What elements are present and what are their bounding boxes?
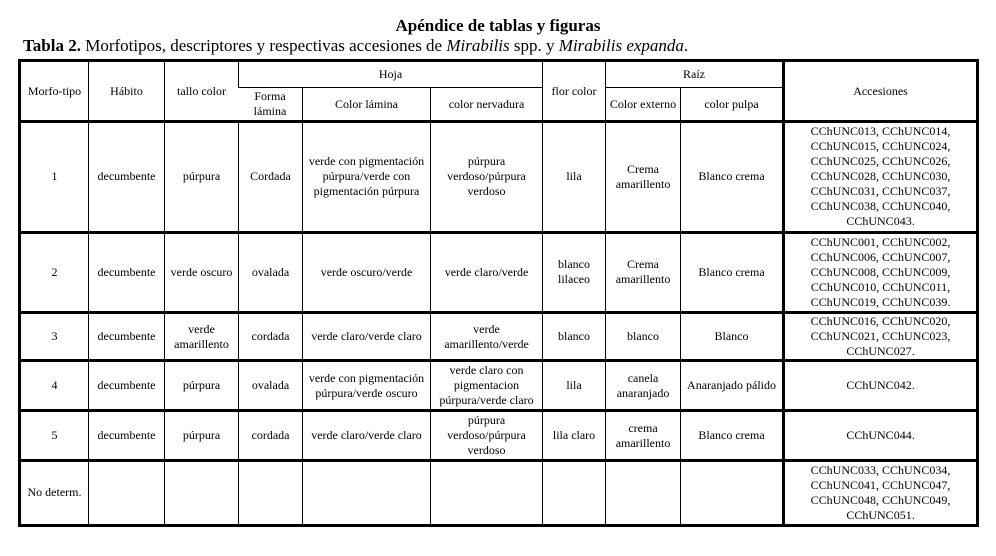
cell-tallo-color: púrpura: [164, 120, 238, 231]
cell-accesiones: CChUNC016, CChUNC020, CChUNC021, CChUNC023, CChUNC027.: [782, 311, 976, 359]
caption-text-2: spp. y: [509, 36, 559, 55]
morphotype-table: [18, 59, 979, 527]
cell-morfotipo: 2: [21, 231, 88, 311]
cell-color-lamina: verde con pigmentación púrpura/verde con pigmentación púrpura: [302, 120, 430, 231]
cell-color-pulpa: [680, 459, 782, 524]
cell-color-externo: blanco: [605, 311, 680, 359]
cell-color-lamina: verde con pigmentación púrpura/verde oscuro: [302, 359, 430, 409]
cell-color-externo: canela anaranjado: [605, 359, 680, 409]
cell-color-lamina: verde claro/verde claro: [302, 409, 430, 458]
cell-habito: [88, 459, 164, 524]
cell-color-pulpa: Anaranjado pálido: [680, 359, 782, 409]
cell-color-externo: Crema amarillento: [605, 120, 680, 231]
cell-color-nervadura: púrpura verdoso/púrpura verdoso: [430, 409, 542, 458]
header-accesiones: Accesiones: [782, 62, 976, 120]
caption-italic-1: Mirabilis: [446, 36, 510, 55]
header-color-nervadura: color nervadura: [430, 87, 542, 120]
table-row: [21, 459, 976, 524]
page-heading: Apéndice de tablas y figuras: [395, 16, 601, 35]
cell-color-lamina: verde oscuro/verde: [302, 231, 430, 311]
caption-italic-2: Mirabilis expanda: [558, 36, 684, 55]
cell-forma-lamina: ovalada: [238, 359, 302, 409]
cell-color-lamina: verde claro/verde claro: [302, 311, 430, 359]
header-color-pulpa: color pulpa: [680, 87, 782, 120]
cell-color-nervadura: [430, 459, 542, 524]
cell-color-pulpa: Blanco crema: [680, 231, 782, 311]
cell-forma-lamina: ovalada: [238, 231, 302, 311]
table-row: [21, 359, 976, 409]
cell-color-pulpa: Blanco crema: [680, 409, 782, 458]
header-hoja: Hoja: [238, 62, 542, 87]
cell-morfotipo: 5: [21, 409, 88, 458]
table-row: [21, 409, 976, 458]
cell-habito: decumbente: [88, 409, 164, 458]
cell-color-pulpa: Blanco crema: [680, 120, 782, 231]
cell-forma-lamina: [238, 459, 302, 524]
table-row: [21, 231, 976, 311]
cell-color-nervadura: verde amarillento/verde: [430, 311, 542, 359]
cell-color-externo: Crema amarillento: [605, 231, 680, 311]
cell-accesiones: CChUNC013, CChUNC014, CChUNC015, CChUNC024, CChUNC025, CChUNC026, CChUNC028, CChUNC030, CChUNC031, CChUNC037, CChUNC038, CChUNC040, CChUNC043.: [782, 120, 976, 231]
cell-flor-color: lila: [542, 359, 605, 409]
cell-forma-lamina: cordada: [238, 409, 302, 458]
cell-tallo-color: púrpura: [164, 409, 238, 458]
cell-flor-color: lila: [542, 120, 605, 231]
cell-flor-color: [542, 459, 605, 524]
cell-color-nervadura: verde claro con pigmentacion púrpura/verde claro: [430, 359, 542, 409]
header-habito: Hábito: [88, 62, 164, 120]
cell-tallo-color: verde oscuro: [164, 231, 238, 311]
header-color-lamina: Color lámina: [302, 87, 430, 120]
cell-morfotipo: 4: [21, 359, 88, 409]
cell-color-lamina: [302, 459, 430, 524]
cell-habito: decumbente: [88, 311, 164, 359]
cell-accesiones: CChUNC044.: [782, 409, 976, 458]
header-tallo-color: tallo color: [164, 62, 238, 120]
header-raiz: Raíz: [605, 62, 782, 87]
cell-color-externo: crema amarillento: [605, 409, 680, 458]
cell-habito: decumbente: [88, 231, 164, 311]
cell-color-externo: [605, 459, 680, 524]
cell-morfotipo: 3: [21, 311, 88, 359]
caption-lead: Tabla 2.: [23, 36, 81, 55]
header-forma-lamina: Forma lámina: [238, 87, 302, 120]
cell-morfotipo: No determ.: [21, 459, 88, 524]
caption-text-3: .: [683, 36, 689, 55]
cell-morfotipo: 1: [21, 120, 88, 231]
table-row: [21, 120, 976, 231]
table-caption: [23, 36, 688, 56]
header-flor-color: flor color: [542, 62, 605, 120]
cell-flor-color: lila claro: [542, 409, 605, 458]
header-morfotipo: Morfo-tipo: [27, 83, 82, 98]
table-row: [21, 311, 976, 359]
header-color-externo: Color externo: [605, 87, 680, 120]
cell-color-nervadura: verde claro/verde: [430, 231, 542, 311]
cell-tallo-color: [164, 459, 238, 524]
cell-tallo-color: púrpura: [164, 359, 238, 409]
cell-forma-lamina: cordada: [238, 311, 302, 359]
cell-accesiones: CChUNC001, CChUNC002, CChUNC006, CChUNC007, CChUNC008, CChUNC009, CChUNC010, CChUNC011, CChUNC019, CChUNC039.: [782, 231, 976, 311]
cell-tallo-color: verde amarillento: [164, 311, 238, 359]
cell-forma-lamina: Cordada: [238, 120, 302, 231]
cell-color-pulpa: Blanco: [680, 311, 782, 359]
cell-color-nervadura: púrpura verdoso/púrpura verdoso: [430, 120, 542, 231]
cell-habito: decumbente: [88, 359, 164, 409]
caption-text-1: Morfotipos, descriptores y respectivas accesiones de: [80, 36, 447, 55]
cell-habito: decumbente: [88, 120, 164, 231]
cell-flor-color: blanco lilaceo: [542, 231, 605, 311]
cell-accesiones: CChUNC042.: [782, 359, 976, 409]
cell-flor-color: blanco: [542, 311, 605, 359]
cell-accesiones: CChUNC033, CChUNC034, CChUNC041, CChUNC047, CChUNC048, CChUNC049, CChUNC051.: [782, 459, 976, 524]
